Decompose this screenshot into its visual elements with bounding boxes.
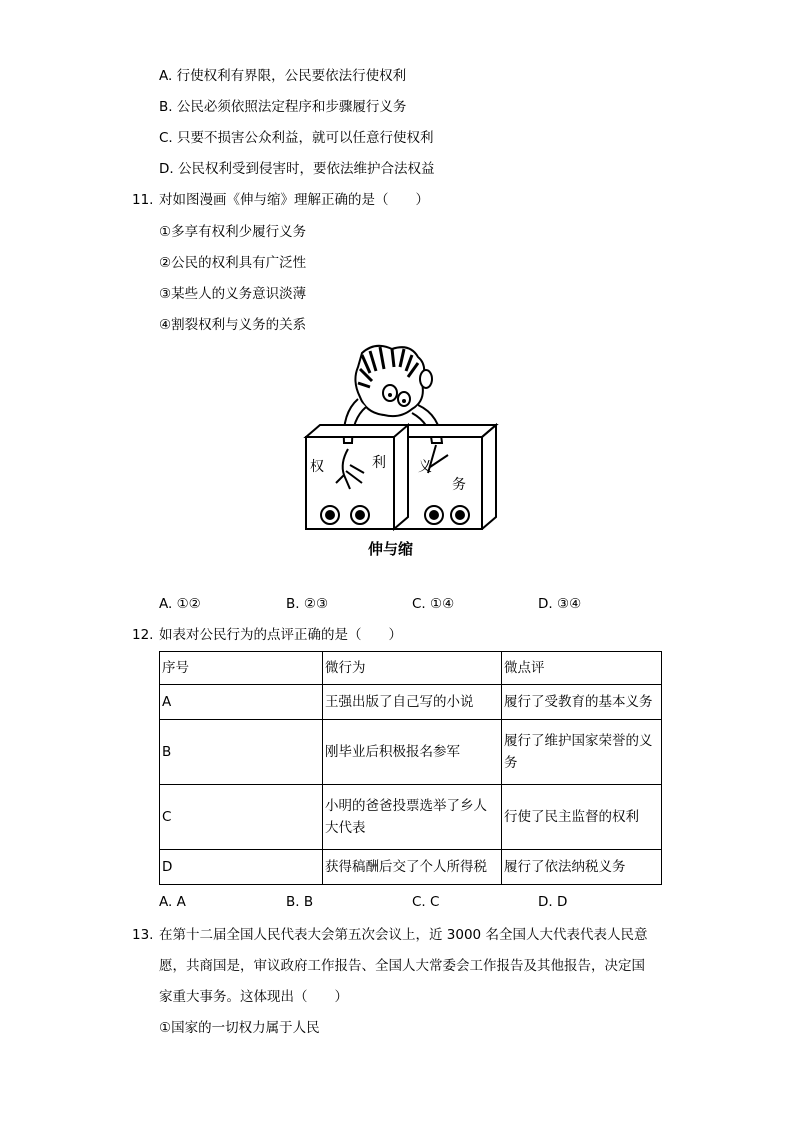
figure-label-yi: 义 xyxy=(418,459,432,475)
q11-item-4: ④割裂权利与义务的关系 xyxy=(159,317,307,333)
q11-item-3: ③某些人的义务意识淡薄 xyxy=(159,286,307,302)
q13-stem-line-1: 在第十二届全国人民代表大会第五次会议上，近 3000 名全国人大代表代表人民意 xyxy=(159,927,648,943)
table-row xyxy=(160,685,662,720)
q10-option-b: B. 公民必须依照法定程序和步骤履行义务 xyxy=(159,99,407,115)
header-cell: 微点评 xyxy=(502,652,662,685)
q13-number: 13. xyxy=(132,927,154,943)
q13-item-1: ①国家的一切权力属于人民 xyxy=(159,1020,320,1036)
table-cell: C xyxy=(160,785,323,850)
figure-caption: 伸与缩 xyxy=(368,540,414,558)
table-cell: 获得稿酬后交了个人所得税 xyxy=(323,850,502,885)
q11-item-1: ①多享有权利少履行义务 xyxy=(159,224,307,240)
table-cell: A xyxy=(160,685,323,720)
q12-answer-a: A. A xyxy=(159,894,186,910)
table-row xyxy=(160,850,662,885)
q11-answer-d: D. ③④ xyxy=(538,596,582,612)
q12-answer-c: C. C xyxy=(412,894,440,910)
table-cell: 履行了受教育的基本义务 xyxy=(502,685,662,720)
table-row xyxy=(160,785,662,850)
q13-stem-line-2: 愿，共商国是，审议政府工作报告、全国人大常委会工作报告及其他报告，决定国 xyxy=(159,958,645,974)
q12-stem: 如表对公民行为的点评正确的是（ ） xyxy=(159,627,402,643)
table-row xyxy=(160,720,662,785)
table-cell: 履行了依法纳税义务 xyxy=(502,850,662,885)
q13-stem-line-3: 家重大事务。这体现出（ ） xyxy=(159,989,348,1005)
table-cell: D xyxy=(160,850,323,885)
q11-item-2: ②公民的权利具有广泛性 xyxy=(159,255,307,271)
q12-answer-b: B. B xyxy=(286,894,314,910)
figure-label-wu: 务 xyxy=(452,477,466,493)
q12-table xyxy=(159,651,662,885)
header-cell: 序号 xyxy=(160,652,323,685)
table-cell: 行使了民主监督的权利 xyxy=(502,785,662,850)
table-header-row xyxy=(160,652,662,685)
q11-answer-a: A. ①② xyxy=(159,596,201,612)
q11-stem: 对如图漫画《伸与缩》理解正确的是（ ） xyxy=(159,192,429,208)
table-cell: 履行了维护国家荣誉的义务 xyxy=(502,720,662,785)
cartoon-figure xyxy=(300,343,500,563)
header-cell: 微行为 xyxy=(323,652,502,685)
q11-number: 11. xyxy=(132,192,154,208)
table-cell: 刚毕业后积极报名参军 xyxy=(323,720,502,785)
table-cell: B xyxy=(160,720,323,785)
q10-option-c: C. 只要不损害公众利益，就可以任意行使权利 xyxy=(159,130,434,146)
q10-option-a: A. 行使权利有界限，公民要依法行使权利 xyxy=(159,68,407,84)
figure-label-li: 利 xyxy=(372,455,386,471)
figure-label-quan: 权 xyxy=(310,459,324,475)
q10-option-d: D. 公民权利受到侵害时，要依法维护合法权益 xyxy=(159,161,435,177)
q12-answer-d: D. D xyxy=(538,894,568,910)
q11-answer-b: B. ②③ xyxy=(286,596,329,612)
q11-answer-c: C. ①④ xyxy=(412,596,455,612)
table-cell: 王强出版了自己写的小说 xyxy=(323,685,502,720)
table-cell: 小明的爸爸投票选举了乡人大代表 xyxy=(323,785,502,850)
q12-number: 12. xyxy=(132,627,154,643)
